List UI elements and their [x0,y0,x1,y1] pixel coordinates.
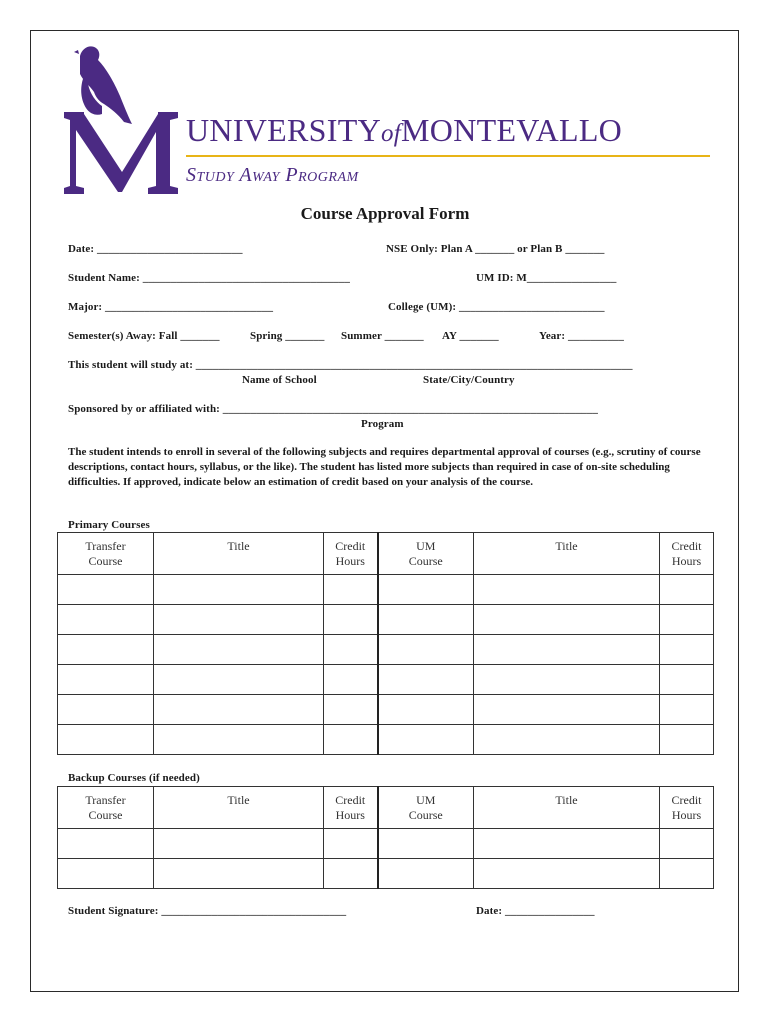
course-entry-cell[interactable] [660,635,714,665]
name-of-school-caption: Name of School [242,374,317,386]
course-entry-cell[interactable] [474,829,660,859]
table-row [58,665,714,695]
primary-courses-header-row [58,533,714,575]
course-entry-cell[interactable] [58,695,154,725]
course-entry-cell[interactable] [324,695,378,725]
course-entry-cell[interactable] [474,859,660,889]
university-name-suffix: MONTEVALLO [401,112,623,148]
course-entry-cell[interactable] [378,605,474,635]
col-um-credit-hours: Credit Hours [660,533,714,575]
semester-spring-field[interactable]: Spring _______ [250,330,325,342]
course-entry-cell[interactable] [378,829,474,859]
course-entry-cell[interactable] [378,665,474,695]
course-entry-cell[interactable] [324,605,378,635]
col-um-credit-hours: Credit Hours [660,787,714,829]
course-entry-cell[interactable] [58,575,154,605]
course-entry-cell[interactable] [474,635,660,665]
col-um-title: Title [474,533,660,575]
primary-courses-table [57,532,714,755]
course-entry-cell[interactable] [154,859,324,889]
semester-fall-field[interactable]: Semester(s) Away: Fall _______ [68,330,220,342]
table-row [58,829,714,859]
course-entry-cell[interactable] [660,859,714,889]
course-entry-cell[interactable] [474,665,660,695]
student-signature-field[interactable]: Student Signature: _________________________________ [68,905,347,917]
table-row [58,695,714,725]
university-m-falcon-logo [62,42,184,196]
course-entry-cell[interactable] [154,725,324,755]
table-row [58,859,714,889]
backup-courses-header-row [58,787,714,829]
primary-courses-heading: Primary Courses [68,519,150,531]
course-entry-cell[interactable] [474,605,660,635]
semester-ay-field[interactable]: AY _______ [442,330,499,342]
course-entry-cell[interactable] [154,695,324,725]
course-entry-cell[interactable] [154,575,324,605]
course-entry-cell[interactable] [324,829,378,859]
signature-date-field[interactable]: Date: ________________ [476,905,595,917]
course-entry-cell[interactable] [324,665,378,695]
course-entry-cell[interactable] [474,695,660,725]
course-entry-cell[interactable] [58,665,154,695]
course-entry-cell[interactable] [660,829,714,859]
col-transfer-course: Transfer Course [58,787,154,829]
state-city-country-caption: State/City/Country [423,374,515,386]
course-entry-cell[interactable] [378,635,474,665]
course-entry-cell[interactable] [154,665,324,695]
course-entry-cell[interactable] [324,725,378,755]
program-name: Study Away Program [186,164,359,186]
course-entry-cell[interactable] [378,575,474,605]
form-title: Course Approval Form [300,204,470,223]
col-um-course: UM Course [378,787,474,829]
student-name-field[interactable]: Student Name: _____________________________________ [68,272,350,284]
college-field[interactable]: College (UM): __________________________ [388,301,605,313]
col-um-title: Title [474,787,660,829]
course-entry-cell[interactable] [324,859,378,889]
course-entry-cell[interactable] [58,605,154,635]
course-entry-cell[interactable] [378,695,474,725]
backup-courses-table [57,786,714,889]
major-field[interactable]: Major: ______________________________ [68,301,274,313]
university-name [186,112,622,149]
course-entry-cell[interactable] [154,605,324,635]
course-entry-cell[interactable] [58,725,154,755]
col-credit-hours: Credit Hours [324,533,378,575]
course-entry-cell[interactable] [378,859,474,889]
instructions-paragraph: The student intends to enroll in several of the following subjects and requires departmental approval of courses (e.g., scrutiny of course descriptions, contact hours, syllabus, or the like). The student has listed more subjects than required in case of on-site scheduling difficulties. If approved, indicate below an estimation of credit based on your analysis of the course. [68,446,701,488]
study-at-field[interactable]: This student will study at: ______________________________________________________________________________ [68,359,633,371]
course-entry-cell[interactable] [154,829,324,859]
col-title: Title [154,533,324,575]
course-entry-cell[interactable] [58,829,154,859]
table-row [58,725,714,755]
gold-divider [186,155,710,157]
university-name-of: of [380,120,402,147]
course-entry-cell[interactable] [660,605,714,635]
course-entry-cell[interactable] [660,665,714,695]
course-entry-cell[interactable] [660,695,714,725]
nse-plan-field[interactable]: NSE Only: Plan A _______ or Plan B _______ [386,243,605,255]
table-row [58,635,714,665]
um-id-field[interactable]: UM ID: M________________ [476,272,617,284]
semester-summer-field[interactable]: Summer _______ [341,330,424,342]
course-entry-cell[interactable] [154,635,324,665]
col-um-course: UM Course [378,533,474,575]
course-entry-cell[interactable] [660,725,714,755]
col-transfer-course: Transfer Course [58,533,154,575]
program-caption: Program [361,418,404,430]
year-field[interactable]: Year: __________ [539,330,625,342]
course-entry-cell[interactable] [660,575,714,605]
course-entry-cell[interactable] [474,725,660,755]
course-entry-cell[interactable] [324,635,378,665]
backup-courses-heading: Backup Courses (if needed) [68,772,200,784]
course-entry-cell[interactable] [378,725,474,755]
table-row [58,605,714,635]
col-title: Title [154,787,324,829]
col-credit-hours: Credit Hours [324,787,378,829]
course-entry-cell[interactable] [324,575,378,605]
course-entry-cell[interactable] [58,635,154,665]
course-entry-cell[interactable] [474,575,660,605]
course-entry-cell[interactable] [58,859,154,889]
university-name-prefix: UNIVERSITY [186,112,381,148]
sponsored-by-field[interactable]: Sponsored by or affiliated with: ___________________________________________________________________ [68,403,598,415]
date-field[interactable]: Date: __________________________ [68,243,243,255]
table-row [58,575,714,605]
